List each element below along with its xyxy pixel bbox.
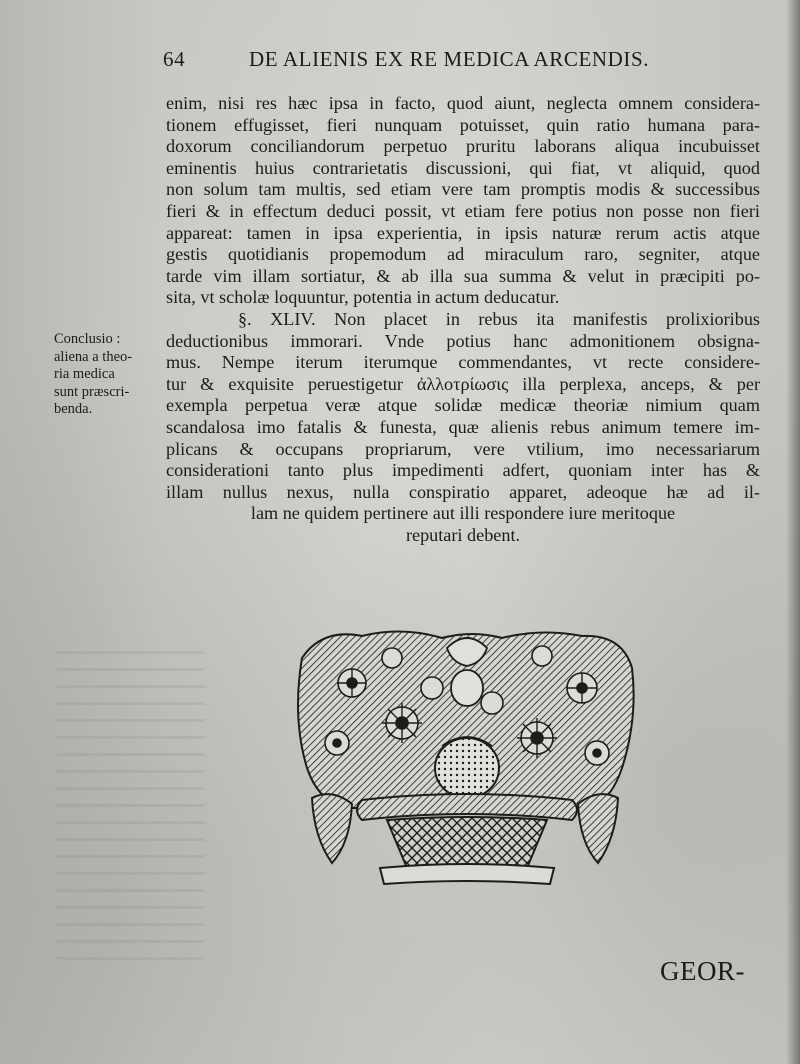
text-line: lam ne quidem pertinere aut illi respondere iure meritoque: [250, 503, 676, 524]
section-heading-line: §. XLIV. Non placet in rebus ita manifestis prolixioribus: [238, 308, 760, 329]
running-head: DE ALIENIS EX RE MEDICA ARCENDIS.: [249, 47, 650, 71]
text-line: deductionibus immorari. Vnde potius hanc admonitionem obsigna-: [166, 330, 760, 351]
marginal-line: aliena a theo-: [54, 348, 133, 365]
text-line: enim, nisi res hæc ipsa in facto, quod aiunt, neglecta omnem considera-: [166, 93, 760, 113]
text-line: non solum tam multis, sed etiam vere tam promptis modis & successibus: [166, 179, 760, 200]
text-line: tionem effugisset, fieri nunquam potuisset, quin ratio humana para-: [166, 114, 760, 135]
page-header: [163, 44, 723, 74]
marginal-line: ria medica: [54, 366, 115, 382]
body-text: [166, 93, 760, 546]
text-line: appareat: tamen in ipsa experientia, in ipsis naturæ rerum actis atque: [166, 222, 760, 243]
marginal-note: [54, 331, 154, 419]
text-line: mus. Nempe iterum iterumque commendantes, vt recte considere-: [166, 352, 760, 373]
text-line: tur & exquisite peruestigetur ἀλλοτρίωσις illa perplexa, anceps, & per: [166, 373, 760, 394]
flower-basket-woodcut-icon: [292, 628, 638, 894]
page-edge-shadow: [786, 0, 800, 1064]
text-line: exempla perpetua veræ atque solidæ medicæ theoriæ nimium quam: [166, 395, 760, 416]
text-line: gestis quotidianis propemodum ad miraculum raro, segniter, atque: [166, 244, 760, 265]
page-number: 64: [163, 47, 186, 71]
text-line: scandalosa imo fatalis & funesta, quæ alienis rebus animum temere im-: [166, 416, 760, 437]
text-line: tarde vim illam sortiatur, & ab illa sua summa & velut in præcipiti po-: [166, 265, 760, 286]
catchword: GEOR-: [660, 956, 745, 986]
text-line: fieri & in effectum deduci possit, vt etiam fere potius non posse non fieri: [166, 200, 760, 221]
marginal-line: sunt præscri-: [54, 383, 130, 400]
text-line: plicans & occupans propriarum, vere vtilium, imo necessariarum: [166, 438, 760, 459]
text-line: sita, vt scholæ loquuntur, potentia in actum deducatur.: [166, 287, 560, 308]
marginal-line: benda.: [54, 401, 93, 417]
text-line: doxorum conciliandorum perpetuo pruritu laborans aliqua incubuisset: [166, 136, 760, 157]
marginal-line: Conclusio :: [54, 331, 121, 347]
show-through-bleed: [55, 640, 205, 960]
text-line: reputari debent.: [405, 524, 521, 545]
text-line: eminentis huius contrarietatis discussioni, qui fiat, vt aliquid, quod: [166, 157, 760, 178]
text-line: considerationi tanto plus impedimenti adfert, quoniam inter has &: [166, 460, 760, 481]
text-line: illam nullus nexus, nulla conspiratio apparet, adeoque hæ ad il-: [166, 481, 760, 502]
